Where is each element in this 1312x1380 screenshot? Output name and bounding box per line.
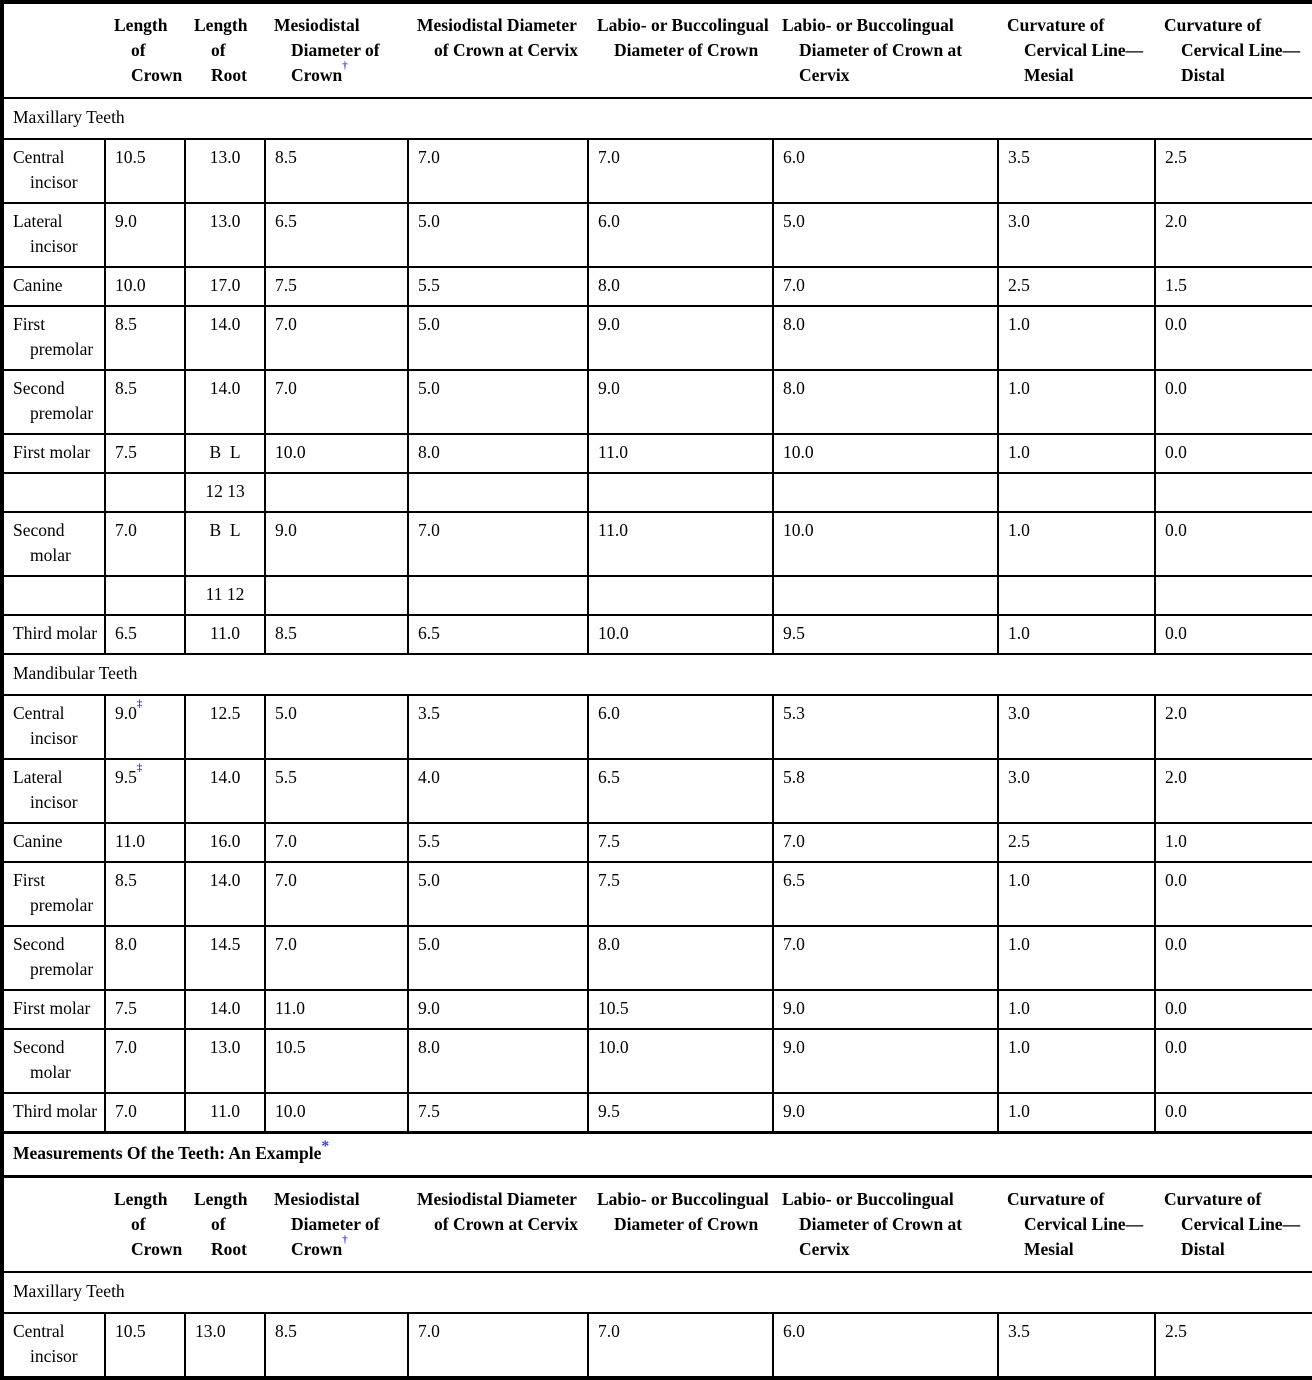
- value-cell: 1.0: [998, 1029, 1155, 1093]
- table-row: [2, 862, 1312, 926]
- tooth-name-cell: [2, 473, 105, 512]
- value-cell: 7.5: [408, 1093, 588, 1133]
- value-cell: 0.0: [1155, 1093, 1312, 1133]
- table-row: [2, 370, 1312, 434]
- value-cell: 8.5: [105, 862, 185, 926]
- tooth-name-cell: Second premolar: [2, 370, 105, 434]
- column-header-cell: Mesiodistal Diameter of Crown at Cervix: [408, 1177, 588, 1273]
- value-cell: [1155, 576, 1312, 615]
- value-cell: 5.3: [773, 695, 998, 759]
- value-cell: 10.5: [588, 990, 773, 1029]
- value-cell: [773, 473, 998, 512]
- section-label: Maxillary Teeth: [2, 1272, 1312, 1313]
- value-cell: [105, 576, 185, 615]
- column-header-cell: Length of Root: [185, 1177, 265, 1273]
- value-cell: 6.5: [588, 759, 773, 823]
- column-header-row: [2, 1177, 1312, 1273]
- value-cell: 2.5: [1155, 1313, 1312, 1378]
- value-cell: 2.5: [998, 267, 1155, 306]
- column-header-cell: Labio- or Buccolingual Diameter of Crown: [588, 1177, 773, 1273]
- section-label: Mandibular Teeth: [2, 654, 1312, 695]
- value-cell: 3.0: [998, 203, 1155, 267]
- value-cell: 0.0: [1155, 1029, 1312, 1093]
- value-cell: 1.0: [998, 1093, 1155, 1133]
- value-cell: 8.0: [105, 926, 185, 990]
- value-cell: 7.0: [265, 823, 408, 862]
- value-cell: 14.0: [185, 862, 265, 926]
- value-cell: 7.0: [105, 1093, 185, 1133]
- value-cell: 1.0: [998, 434, 1155, 473]
- table-row: [2, 267, 1312, 306]
- value-cell: 0.0: [1155, 615, 1312, 654]
- value-cell: 10.5: [105, 139, 185, 203]
- value-cell: B L: [185, 434, 265, 473]
- value-cell: 12 13: [185, 473, 265, 512]
- column-header-cell: Length of Crown: [105, 1177, 185, 1273]
- value-cell: 6.5: [265, 203, 408, 267]
- value-cell: 8.5: [105, 306, 185, 370]
- table-row: [2, 823, 1312, 862]
- value-cell: 0.0: [1155, 306, 1312, 370]
- table-row: [2, 473, 1312, 512]
- value-cell: 2.0: [1155, 759, 1312, 823]
- value-cell: 1.0: [998, 370, 1155, 434]
- value-cell: 8.5: [105, 370, 185, 434]
- tooth-name-cell: First premolar: [2, 306, 105, 370]
- value-cell: 14.0: [185, 990, 265, 1029]
- column-header-cell: Mesiodistal Diameter of Crown†: [265, 2, 408, 98]
- value-cell: 7.0: [265, 862, 408, 926]
- value-cell: 8.0: [588, 267, 773, 306]
- tooth-name-cell: Central incisor: [2, 139, 105, 203]
- value-cell: 11.0: [185, 615, 265, 654]
- column-header-cell: Labio- or Buccolingual Diameter of Crown at Cervix: [773, 2, 998, 98]
- value-cell: 7.0: [265, 306, 408, 370]
- value-cell: 8.0: [588, 926, 773, 990]
- value-cell: 0.0: [1155, 862, 1312, 926]
- value-cell: 7.0: [588, 1313, 773, 1378]
- tooth-name-cell: Lateral incisor: [2, 759, 105, 823]
- value-cell: 6.0: [588, 695, 773, 759]
- value-cell: 7.5: [588, 862, 773, 926]
- corner-empty-cell: [2, 2, 105, 98]
- value-cell: 5.5: [408, 267, 588, 306]
- value-cell: 5.0: [265, 695, 408, 759]
- value-cell: 0.0: [1155, 990, 1312, 1029]
- value-cell: 1.0: [998, 512, 1155, 576]
- footnote-marker: †: [342, 1234, 348, 1247]
- value-cell: 7.0: [773, 267, 998, 306]
- value-cell: 5.5: [265, 759, 408, 823]
- value-cell: [265, 576, 408, 615]
- value-cell: 3.0: [998, 759, 1155, 823]
- tooth-name-cell: Second premolar: [2, 926, 105, 990]
- value-cell: 10.0: [588, 615, 773, 654]
- value-cell: 9.0: [588, 370, 773, 434]
- section-label: Maxillary Teeth: [2, 98, 1312, 139]
- value-cell: 6.5: [105, 615, 185, 654]
- value-cell: 5.0: [408, 862, 588, 926]
- value-cell: 9.0: [773, 1093, 998, 1133]
- value-cell: 1.5: [1155, 267, 1312, 306]
- value-cell: 10.0: [588, 1029, 773, 1093]
- section-band-row: [2, 98, 1312, 139]
- table-title-row: [2, 1133, 1312, 1177]
- value-cell: 9.0‡: [105, 695, 185, 759]
- value-cell: 9.0: [408, 990, 588, 1029]
- table-title: Measurements Of the Teeth: An Example*: [2, 1133, 1312, 1177]
- table-row: [2, 1093, 1312, 1133]
- value-cell: 8.0: [773, 306, 998, 370]
- value-cell: 0.0: [1155, 926, 1312, 990]
- value-cell: 10.0: [265, 1093, 408, 1133]
- value-cell: 7.0: [773, 823, 998, 862]
- value-cell: 0.0: [1155, 434, 1312, 473]
- tooth-name-cell: Canine: [2, 823, 105, 862]
- value-cell: 8.5: [265, 615, 408, 654]
- column-header-cell: Curvature of Cervical Line— Distal: [1155, 2, 1312, 98]
- value-cell: 9.0: [105, 203, 185, 267]
- value-cell: 5.0: [408, 370, 588, 434]
- value-cell: [998, 576, 1155, 615]
- column-header-cell: Curvature of Cervical Line— Mesial: [998, 1177, 1155, 1273]
- value-cell: [998, 473, 1155, 512]
- value-cell: 2.5: [998, 823, 1155, 862]
- column-header-cell: Labio- or Buccolingual Diameter of Crown at Cervix: [773, 1177, 998, 1273]
- tooth-name-cell: Central incisor: [2, 1313, 105, 1378]
- value-cell: 13.0: [185, 139, 265, 203]
- corner-empty-cell: [2, 1177, 105, 1273]
- column-header-cell: Mesiodistal Diameter of Crown†: [265, 1177, 408, 1273]
- value-cell: 6.5: [408, 615, 588, 654]
- value-cell: 1.0: [998, 306, 1155, 370]
- table-row: [2, 434, 1312, 473]
- value-cell: 14.5: [185, 926, 265, 990]
- value-cell: 9.0: [588, 306, 773, 370]
- value-cell: 10.5: [265, 1029, 408, 1093]
- tooth-name-cell: Canine: [2, 267, 105, 306]
- value-cell: 14.0: [185, 370, 265, 434]
- value-cell: 3.5: [998, 1313, 1155, 1378]
- value-cell: 8.5: [265, 1313, 408, 1378]
- value-cell: 7.5: [105, 990, 185, 1029]
- value-cell: [588, 576, 773, 615]
- value-cell: 7.5: [588, 823, 773, 862]
- value-cell: 8.0: [773, 370, 998, 434]
- value-cell: 13.0: [185, 203, 265, 267]
- column-header-cell: Length of Root: [185, 2, 265, 98]
- value-cell: 7.0: [588, 139, 773, 203]
- value-cell: 8.0: [408, 1029, 588, 1093]
- table-row: [2, 926, 1312, 990]
- value-cell: 10.0: [773, 434, 998, 473]
- value-cell: 3.0: [998, 695, 1155, 759]
- value-cell: 5.0: [408, 203, 588, 267]
- table-row: [2, 615, 1312, 654]
- value-cell: 7.0: [408, 1313, 588, 1378]
- value-cell: 9.0: [773, 990, 998, 1029]
- value-cell: 5.0: [408, 926, 588, 990]
- value-cell: 5.0: [773, 203, 998, 267]
- value-cell: 1.0: [998, 990, 1155, 1029]
- value-cell: 0.0: [1155, 512, 1312, 576]
- value-cell: [408, 473, 588, 512]
- value-cell: 3.5: [408, 695, 588, 759]
- value-cell: [588, 473, 773, 512]
- table-row: [2, 203, 1312, 267]
- value-cell: 2.0: [1155, 695, 1312, 759]
- value-cell: [408, 576, 588, 615]
- tooth-name-cell: First molar: [2, 990, 105, 1029]
- column-header-cell: Mesiodistal Diameter of Crown at Cervix: [408, 2, 588, 98]
- value-cell: 5.5: [408, 823, 588, 862]
- value-cell: 7.0: [105, 1029, 185, 1093]
- table-row: [2, 759, 1312, 823]
- value-cell: 9.5: [588, 1093, 773, 1133]
- value-cell: 1.0: [998, 615, 1155, 654]
- column-header-cell: Labio- or Buccolingual Diameter of Crown: [588, 2, 773, 98]
- column-header-cell: Curvature of Cervical Line— Mesial: [998, 2, 1155, 98]
- value-cell: 13.0: [185, 1313, 265, 1378]
- value-cell: 10.0: [265, 434, 408, 473]
- footnote-marker: †: [342, 60, 348, 73]
- value-cell: 7.0: [265, 370, 408, 434]
- value-cell: [265, 473, 408, 512]
- table-row: [2, 306, 1312, 370]
- value-cell: 10.5: [105, 1313, 185, 1378]
- section-band-row: [2, 654, 1312, 695]
- value-cell: 6.0: [773, 139, 998, 203]
- footnote-marker: *: [321, 1137, 330, 1155]
- value-cell: B L: [185, 512, 265, 576]
- value-cell: 5.0: [408, 306, 588, 370]
- tooth-name-cell: Third molar: [2, 1093, 105, 1133]
- value-cell: 8.5: [265, 139, 408, 203]
- value-cell: [773, 576, 998, 615]
- column-header-cell: Curvature of Cervical Line— Distal: [1155, 1177, 1312, 1273]
- value-cell: 14.0: [185, 306, 265, 370]
- tooth-name-cell: Third molar: [2, 615, 105, 654]
- value-cell: 3.5: [998, 139, 1155, 203]
- value-cell: 6.5: [773, 862, 998, 926]
- table-row: [2, 576, 1312, 615]
- value-cell: 6.0: [588, 203, 773, 267]
- value-cell: 17.0: [185, 267, 265, 306]
- table-row: [2, 139, 1312, 203]
- value-cell: 7.0: [773, 926, 998, 990]
- value-cell: 8.0: [408, 434, 588, 473]
- tooth-name-cell: Lateral incisor: [2, 203, 105, 267]
- value-cell: 11.0: [588, 512, 773, 576]
- value-cell: 7.0: [408, 139, 588, 203]
- value-cell: 1.0: [998, 862, 1155, 926]
- value-cell: 10.0: [773, 512, 998, 576]
- value-cell: 9.5‡: [105, 759, 185, 823]
- tooth-name-cell: First premolar: [2, 862, 105, 926]
- value-cell: 1.0: [1155, 823, 1312, 862]
- value-cell: 12.5: [185, 695, 265, 759]
- value-cell: 0.0: [1155, 370, 1312, 434]
- value-cell: 7.0: [265, 926, 408, 990]
- value-cell: 16.0: [185, 823, 265, 862]
- value-cell: 11.0: [588, 434, 773, 473]
- value-cell: 13.0: [185, 1029, 265, 1093]
- value-cell: 9.0: [773, 1029, 998, 1093]
- column-header-cell: Length of Crown: [105, 2, 185, 98]
- value-cell: 9.0: [265, 512, 408, 576]
- value-cell: 2.0: [1155, 203, 1312, 267]
- value-cell: 5.8: [773, 759, 998, 823]
- value-cell: 11.0: [185, 1093, 265, 1133]
- value-cell: 1.0: [998, 926, 1155, 990]
- value-cell: 11 12: [185, 576, 265, 615]
- value-cell: 6.0: [773, 1313, 998, 1378]
- table-row: [2, 512, 1312, 576]
- value-cell: 11.0: [105, 823, 185, 862]
- value-cell: 7.5: [105, 434, 185, 473]
- value-cell: 7.5: [265, 267, 408, 306]
- section-band-row: [2, 1272, 1312, 1313]
- value-cell: 9.5: [773, 615, 998, 654]
- tooth-name-cell: Second molar: [2, 1029, 105, 1093]
- footnote-marker: ‡: [136, 762, 143, 775]
- value-cell: 11.0: [265, 990, 408, 1029]
- table-row: [2, 1313, 1312, 1378]
- tooth-name-cell: First molar: [2, 434, 105, 473]
- value-cell: 14.0: [185, 759, 265, 823]
- value-cell: 7.0: [105, 512, 185, 576]
- footnote-marker: ‡: [136, 698, 143, 711]
- column-header-row: [2, 2, 1312, 98]
- tooth-name-cell: Second molar: [2, 512, 105, 576]
- table-row: [2, 1029, 1312, 1093]
- table-row: [2, 695, 1312, 759]
- value-cell: 7.0: [408, 512, 588, 576]
- table-row: [2, 990, 1312, 1029]
- value-cell: 10.0: [105, 267, 185, 306]
- value-cell: [1155, 473, 1312, 512]
- value-cell: 4.0: [408, 759, 588, 823]
- tooth-name-cell: Central incisor: [2, 695, 105, 759]
- value-cell: 2.5: [1155, 139, 1312, 203]
- value-cell: [105, 473, 185, 512]
- tooth-name-cell: [2, 576, 105, 615]
